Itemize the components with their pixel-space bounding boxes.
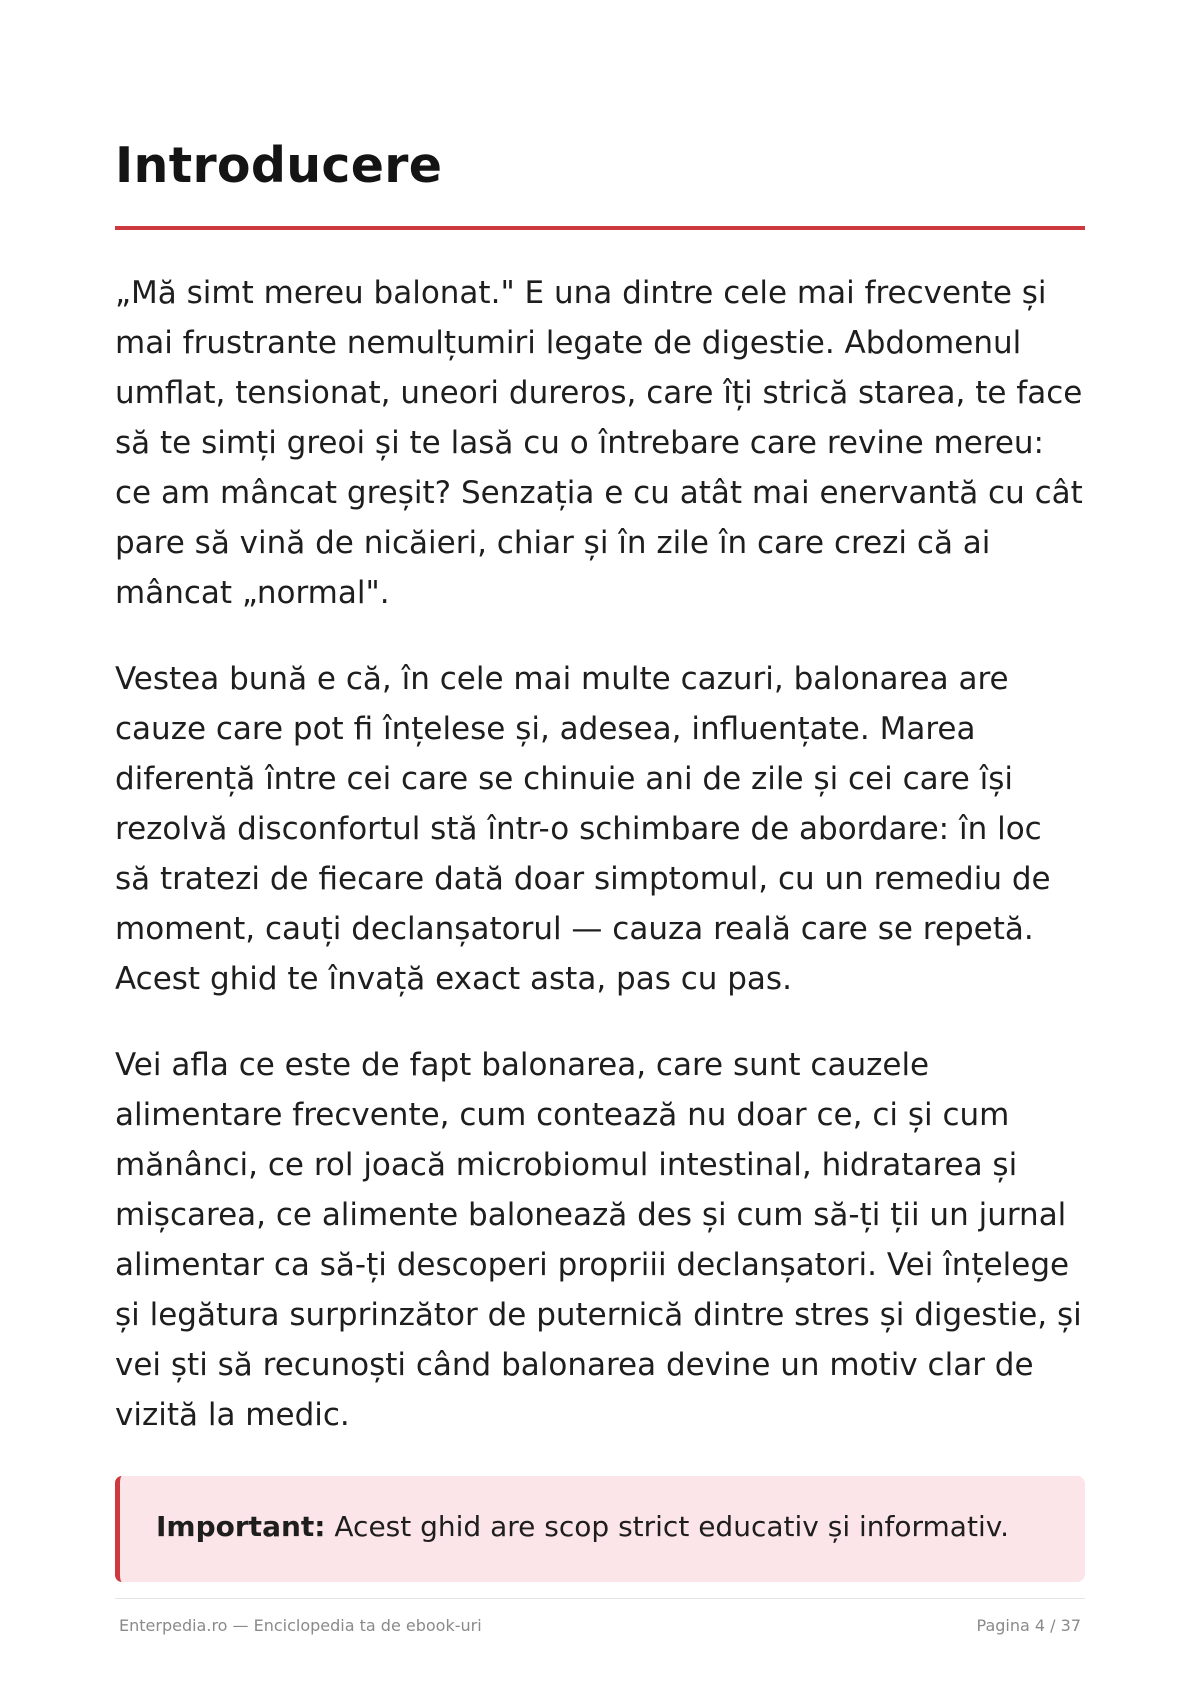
callout-text xyxy=(156,1502,1009,1552)
footer-site-name: Enterpedia.ro — Enciclopedia ta de ebook-uri xyxy=(119,1616,482,1635)
important-callout xyxy=(115,1476,1085,1582)
paragraph-3: Vei afla ce este de fapt balonarea, care sunt cauzele alimentare frecvente, cum contează nu doar ce, ci și cum mănânci, ce rol joacă microbiomul intestinal, hidratarea și mișcarea, ce alimente balonează des și cum să-ți ții un jurnal alimentar ca să-ți descoperi propriii declanșatori. Vei înțelege și legătura surprinzător de puternică dintre stres și digestie, și vei ști să recunoști când balonarea devine un motiv clar de vizită la medic. xyxy=(115,1047,1082,1433)
footer-page-number: Pagina 4 / 37 xyxy=(976,1616,1081,1635)
callout-label: Important: xyxy=(156,1510,326,1543)
title-divider xyxy=(115,226,1085,230)
callout-body: Acest ghid are scop strict educativ și informativ. xyxy=(325,1510,1010,1543)
paragraph-1: „Mă simt mereu balonat." E una dintre cele mai frecvente și mai frustrante nemulțumiri legate de digestie. Abdomenul umflat, tensionat, uneori dureros, care îți strică starea, te face să te simți greoi și te lasă cu o întrebare care revine mereu: ce am mâncat greșit? Senzația e cu atât mai enervantă cu cât pare să vină de nicăieri, chiar și în zile în care crezi că ai mâncat „normal". xyxy=(115,275,1083,611)
paragraph-2: Vestea bună e că, în cele mai multe cazuri, balonarea are cauze care pot fi înțelese și, adesea, influențate. Marea diferență între cei care se chinuie ani de zile și cei care își rezolvă disconfortul stă într-o schimbare de abordare: în loc să tratezi de fiecare dată doar simptomul, cu un remediu de moment, cauți declanșatorul — cauza reală care se repetă. Acest ghid te învață exact asta, pas cu pas. xyxy=(115,661,1051,997)
body-text xyxy=(115,268,1085,1476)
document-page xyxy=(115,0,1085,1683)
footer-divider xyxy=(115,1598,1085,1599)
page-title: Introducere xyxy=(115,137,443,194)
